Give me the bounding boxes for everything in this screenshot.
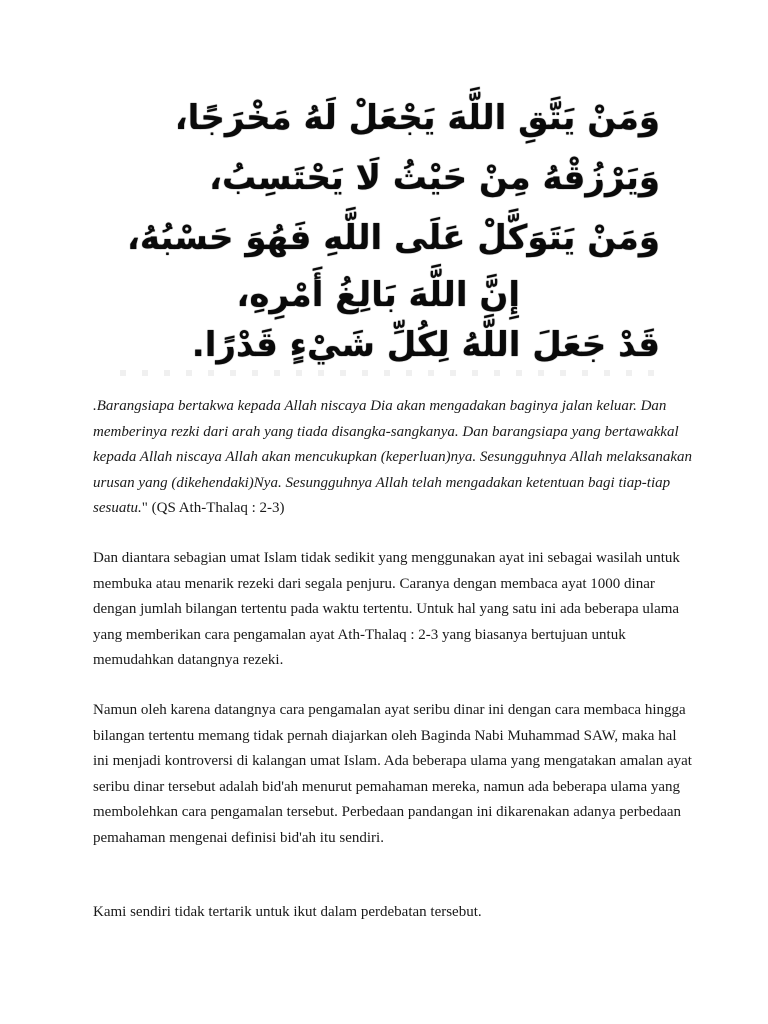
arabic-verse-line: إِنَّ اللَّهَ بَالِغُ أَمْرِهِ، xyxy=(236,275,520,315)
translation-quote xyxy=(93,394,693,522)
body-paragraph xyxy=(93,900,693,926)
arabic-verse-line: وَمَنْ يَتَوَكَّلْ عَلَى اللَّهِ فَهُوَ حَسْبُهُ، xyxy=(126,218,660,258)
paragraph-text: Namun oleh karena datangnya cara pengamalan ayat seribu dinar ini dengan cara membaca hingga bilangan tertentu memang tidak pernah diajarkan oleh Baginda Nabi Muhammad SAW, maka hal ini menjadi kontroversi di kalangan umat Islam. Ada beberapa ulama yang mengatakan amalan ayat seribu dinar tersebut adalah bid'ah menurut pemahaman mereka, namun ada beberapa ulama yang membolehkan cara pengamalan tersebut. Perbedaan pandangan ini dikarenakan adanya perbedaan pemahaman mengenai definisi bid'ah itu sendiri. xyxy=(93,702,692,846)
arabic-verse-line: وَيَرْزُقْهُ مِنْ حَيْثُ لَا يَحْتَسِبُ، xyxy=(209,158,660,198)
quote-citation: " (QS Ath-Thalaq : 2-3) xyxy=(141,500,285,517)
arabic-verse-line: قَدْ جَعَلَ اللَّهُ لِكُلِّ شَيْءٍ قَدْرًا. xyxy=(191,325,660,365)
paragraph-text: Dan diantara sebagian umat Islam tidak sedikit yang menggunakan ayat ini sebagai wasilah untuk membuka atau menarik rezeki dari segala penjuru. Caranya dengan membaca ayat 1000 dinar dengan jumlah bilangan tertentu pada waktu tertentu. Untuk hal yang satu ini ada beberapa ulama yang memberikan cara pengamalan ayat Ath-Thalaq : 2-3 yang biasanya bertujuan untuk memudahkan datangnya rezeki. xyxy=(93,550,680,669)
image-artifact-row xyxy=(120,370,670,376)
arabic-verse-line: وَمَنْ يَتَّقِ اللَّهَ يَجْعَلْ لَهُ مَخْرَجًا، xyxy=(174,98,660,138)
paragraph-text: Kami sendiri tidak tertarik untuk ikut dalam perdebatan tersebut. xyxy=(93,904,482,920)
body-paragraph xyxy=(93,698,693,852)
quote-italic-text: .Barangsiapa bertakwa kepada Allah niscaya Dia akan mengadakan baginya jalan keluar. Dan memberinya rezki dari arah yang tiada disangka-sangkanya. Dan barangsiapa yang bertawakkal kepada Allah niscaya Allah akan mencukupkan (keperluan)nya. Sesungguhnya Allah melaksanakan urusan yang (dikehendaki)Nya. Sesungguhnya Allah telah mengadakan ketentuan bagi tiap-tiap sesuatu. xyxy=(93,398,693,517)
body-paragraph xyxy=(93,546,693,674)
arabic-verse-image xyxy=(100,80,670,380)
